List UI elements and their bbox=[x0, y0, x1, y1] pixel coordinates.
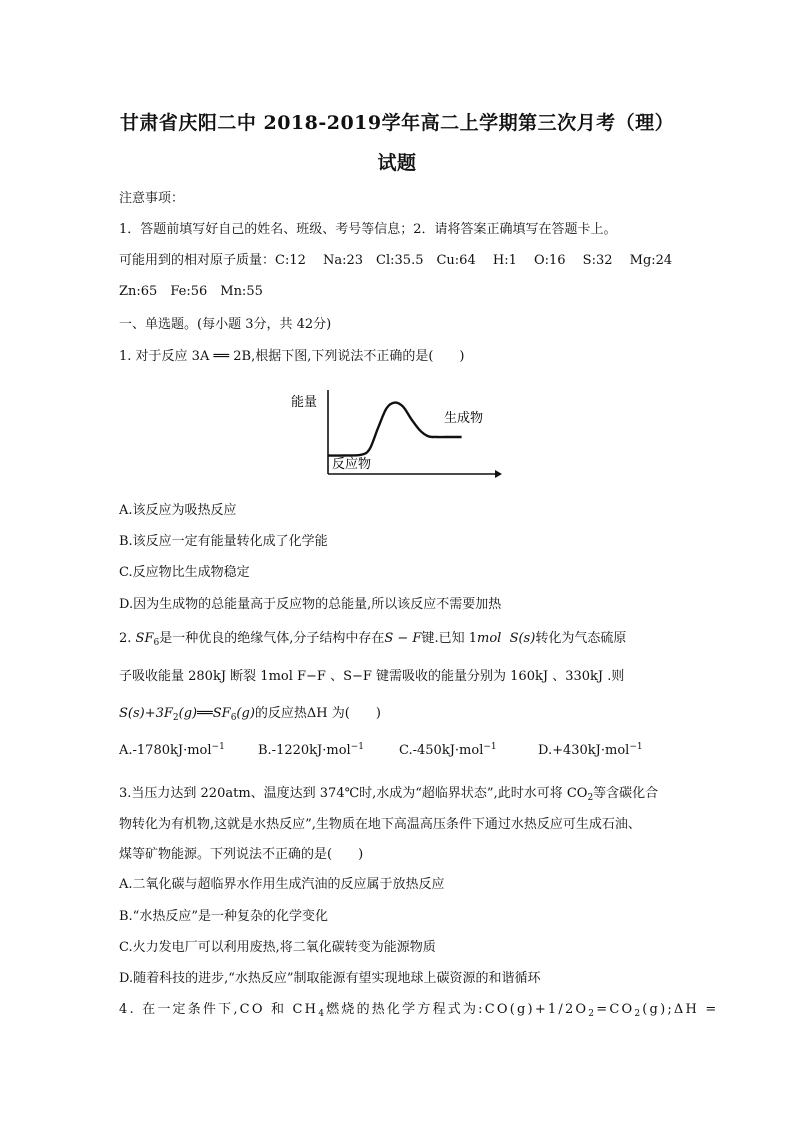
energy-diagram bbox=[288, 382, 508, 482]
q3-text-a: 3.当压力达到 220atm、温度达到 374℃时,水成为“超临界状态”,此时水可将 CO bbox=[119, 786, 588, 801]
reactant-label: 反应物 bbox=[332, 457, 372, 472]
q2-option-d bbox=[538, 742, 643, 758]
q2-sf6: SF bbox=[135, 631, 154, 646]
q4-co2-sub: 2 bbox=[634, 1009, 643, 1019]
q2-text-c: 转化为气态硫原 bbox=[535, 631, 627, 646]
q4-text-d: (g);ΔH = bbox=[642, 1002, 719, 1017]
exam-title-line2: 试题 bbox=[377, 152, 417, 174]
q4-text-c: =CO bbox=[596, 1002, 635, 1017]
q2-number: 2. bbox=[119, 631, 136, 646]
q4-ch4-sub: 4 bbox=[318, 1009, 327, 1019]
q4-o2-sub: 2 bbox=[588, 1009, 597, 1019]
q3-line-1 bbox=[119, 782, 658, 803]
notes-heading: 注意事项： bbox=[119, 191, 185, 206]
notes-line-1: 1．答题前填写好自己的姓名、班级、考号等信息；2．请将答案正确填写在答题卡上。 bbox=[119, 222, 617, 237]
q4-text-b: 燃烧的热化学方程式为:CO(g)+1/2O bbox=[326, 1002, 589, 1017]
q1-stem: 1. 对于反应 3A ══ 2B,根据下图,下列说法不正确的是( ) bbox=[119, 349, 465, 364]
q2-bond: S − F bbox=[384, 631, 422, 646]
q4-line-1 bbox=[119, 998, 718, 1019]
q3-line-2: 物转化为有机物,这就是水热反应”,生物质在地下高温高压条件下通过水热反应可生成石油、 bbox=[119, 817, 641, 832]
q3-option-c: C.火力发电厂可以利用废热,将二氧化碳转变为能源物质 bbox=[119, 940, 436, 955]
q2-eq-sub2: 6 bbox=[230, 713, 237, 723]
q2-eq-rhs: (g) bbox=[236, 706, 255, 721]
q2-line-2: 子吸收能量 280kJ 断裂 1mol F−F 、S−F 键需吸收的能量分别为 160kJ 、330kJ .则 bbox=[119, 669, 625, 684]
q2-text-a: 是一种优良的绝缘气体,分子结构中存在 bbox=[159, 631, 385, 646]
q1-option-a: A.该反应为吸热反应 bbox=[119, 503, 237, 518]
q2-option-b bbox=[258, 742, 364, 758]
q2-text-b: 键.已知 1 bbox=[421, 631, 477, 646]
product-label: 生成物 bbox=[444, 411, 484, 426]
y-axis-label: 能量 bbox=[291, 395, 318, 410]
q2-eq-lhs: S(s)+3F bbox=[119, 706, 173, 721]
q3-option-b: B.“水热反应”是一种复杂的化学变化 bbox=[119, 909, 328, 924]
q2-line-3 bbox=[119, 702, 381, 723]
q3-line-3: 煤等矿物能源。下列说法不正确的是( ) bbox=[119, 847, 364, 862]
q2-option-a-sup: −1 bbox=[211, 742, 225, 752]
q1-option-d: D.因为生成物的总能量高于反应物的总能量,所以该反应不需要加热 bbox=[119, 597, 502, 612]
q2-mol: mol bbox=[477, 631, 502, 646]
q2-option-a-text: A.-1780kJ·mol bbox=[119, 743, 212, 758]
q2-option-b-sup: −1 bbox=[350, 742, 364, 752]
section-heading: 一、单选题。(每小题 3分，共 42分) bbox=[119, 317, 332, 332]
q2-line-1 bbox=[119, 627, 626, 648]
q2-option-c-text: C.-450kJ·mol bbox=[399, 743, 484, 758]
q3-option-d: D.随着科技的进步,“水热反应”制取能源有望实现地球上碳资源的和谐循环 bbox=[119, 971, 541, 986]
q2-option-d-sup: −1 bbox=[629, 742, 643, 752]
q3-option-a: A.二氧化碳与超临界水作用生成汽油的反应属于放热反应 bbox=[119, 877, 445, 892]
q1-option-c: C.反应物比生成物稳定 bbox=[119, 565, 250, 580]
q2-option-d-text: D.+430kJ·mol bbox=[538, 743, 630, 758]
q1-option-b: B.该反应一定有能量转化成了化学能 bbox=[119, 534, 328, 549]
q2-option-b-text: B.-1220kJ·mol bbox=[258, 743, 351, 758]
q2-option-c bbox=[399, 742, 497, 758]
q4-text-a: 4. 在一定条件下,CO 和 CH bbox=[119, 1002, 319, 1017]
atomic-mass-line: 可能用到的相对原子质量：C:12 Na:23 Cl:35.5 Cu:64 H:1 O:16 S:32 Mg:24 bbox=[119, 253, 673, 268]
q2-eq-text: 的反应热ΔH 为( ) bbox=[254, 706, 381, 721]
energy-curve bbox=[328, 403, 462, 456]
q2-option-c-sup: −1 bbox=[483, 742, 497, 752]
atomic-mass-line-2: Zn:65 Fe:56 Mn:55 bbox=[119, 284, 263, 299]
q3-text-b: 等含碳化合 bbox=[593, 786, 659, 801]
q2-s-solid: S(s) bbox=[509, 631, 536, 646]
q2-eq-sub1: 2 bbox=[172, 713, 179, 723]
q2-eq-mid: (g)══SF bbox=[178, 706, 231, 721]
q2-option-a bbox=[119, 742, 225, 758]
exam-title: 甘肃省庆阳二中 2018-2019学年高二上学期第三次月考（理） bbox=[119, 112, 675, 134]
q3-co2-sub: 2 bbox=[587, 793, 594, 803]
q2-sf6-sub: 6 bbox=[153, 638, 160, 648]
